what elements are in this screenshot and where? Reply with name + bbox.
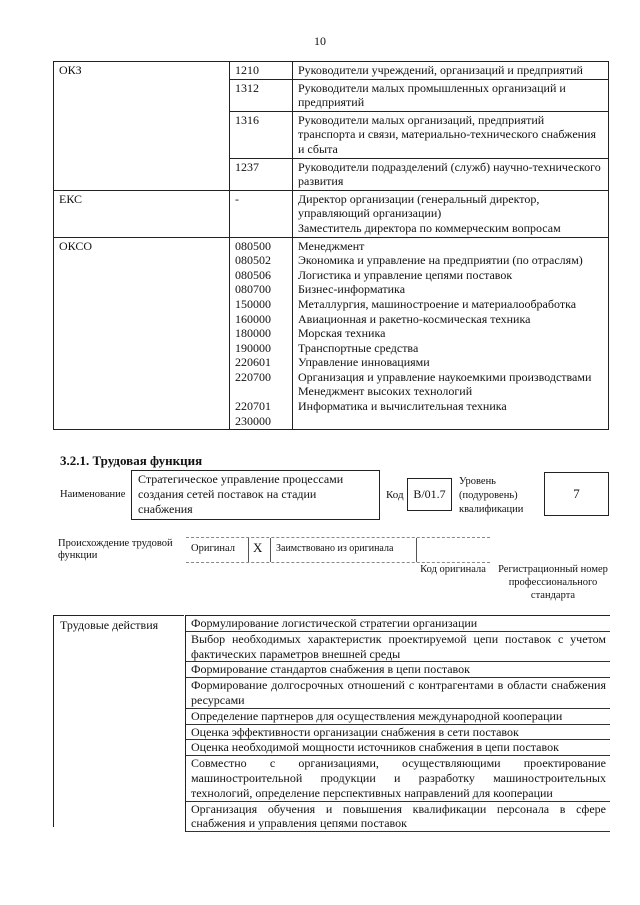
section-title: 3.2.1. Трудовая функция — [60, 453, 203, 468]
classification-title: Руководители учреждений, организаций и предприятий — [293, 62, 609, 80]
labor-actions-label: Трудовые действия — [53, 615, 184, 827]
classification-table — [53, 61, 609, 430]
classification-group: ЕКС — [54, 190, 230, 237]
classification-group — [54, 111, 230, 158]
classification-row — [54, 190, 609, 237]
classification-title: Руководители малых промышленных организаций и предприятий — [293, 79, 609, 111]
classification-title: Руководители малых организаций, предприятий транспорта и связи, материально-технического снабжения и сбыта — [293, 111, 609, 158]
labor-action-item: Формирование долгосрочных отношений с контрагентами в области снабжения ресурсами — [186, 678, 610, 709]
function-code-box: B/01.7 — [407, 478, 452, 511]
original-label: Оригинал — [191, 543, 235, 554]
borrowed-label: Заимствовано из оригинала — [276, 543, 394, 554]
labor-action-item: Совместно с организациями, осуществляющими проектирование машиностроительной продукции и разработку машиностроительных технологий, определение перспективных направлений для кооперации — [186, 756, 610, 801]
classification-row — [54, 158, 609, 190]
classification-group: ОКЗ — [54, 62, 230, 80]
classification-group — [54, 158, 230, 190]
original-code-label: Код оригинала — [420, 564, 486, 575]
classification-row — [54, 62, 609, 80]
classification-group: ОКСО — [54, 237, 230, 430]
original-mark: X — [253, 540, 263, 555]
labor-action-item: Оценка необходимой мощности источников снабжения в цепи поставок — [186, 740, 610, 756]
qualification-level-box: 7 — [544, 472, 609, 516]
classification-title: Менеджмент Экономика и управление на предприятии (по отраслям) Логистика и управление цепями поставок Бизнес-информатика Металлургия, машиностроение и материалообработка Авиационная и ракетно-космическая техника Морская техника Транспортные средства Управление инновациями Организация и управление наукоемкими производствами Менеджмент высоких технологий Информатика и вычислительная техника — [293, 237, 609, 430]
labor-action-item: Формулирование логистической стратегии организации — [186, 616, 610, 632]
classification-code: - — [230, 190, 293, 237]
origin-label: Происхождение трудовой функции — [58, 538, 173, 561]
classification-code: 1312 — [230, 79, 293, 111]
classification-code: 1316 — [230, 111, 293, 158]
labor-actions-list — [185, 615, 610, 832]
qualification-level-label: Уровень (подуровень) квалификации — [459, 476, 524, 515]
labor-action-item: Формирование стандартов снабжения в цепи поставок — [186, 662, 610, 678]
labor-action-item: Выбор необходимых характеристик проектируемой цепи поставок с учетом фактических параметров внешней среды — [186, 632, 610, 663]
classification-row — [54, 79, 609, 111]
classification-code: 1210 — [230, 62, 293, 80]
classification-code: 080500 080502 080506 080700 150000 160000 180000 190000 220601 220700 220701 230000 — [230, 237, 293, 430]
page-number: 10 — [314, 34, 326, 48]
labor-action-item: Оценка эффективности организации снабжения в сети поставок — [186, 725, 610, 741]
registration-number-label: Регистрационный номер профессионального стандарта — [498, 564, 608, 601]
classification-code: 1237 — [230, 158, 293, 190]
classification-title: Руководители подразделений (служб) научно-технического развития — [293, 158, 609, 190]
classification-row — [54, 237, 609, 430]
code-label: Код — [386, 489, 404, 501]
function-name-box: Стратегическое управление процессами создания сетей поставок на стадии снабжения — [131, 470, 380, 520]
labor-action-item: Организация обучения и повышения квалификации персонала в сфере снабжения и управления цепями поставок — [186, 802, 610, 833]
classification-title: Директор организации (генеральный директор, управляющий организации) Заместитель директора по коммерческим вопросам — [293, 190, 609, 237]
classification-row — [54, 111, 609, 158]
name-label: Наименование — [60, 489, 126, 500]
classification-group — [54, 79, 230, 111]
labor-action-item: Определение партнеров для осуществления международной кооперации — [186, 709, 610, 725]
